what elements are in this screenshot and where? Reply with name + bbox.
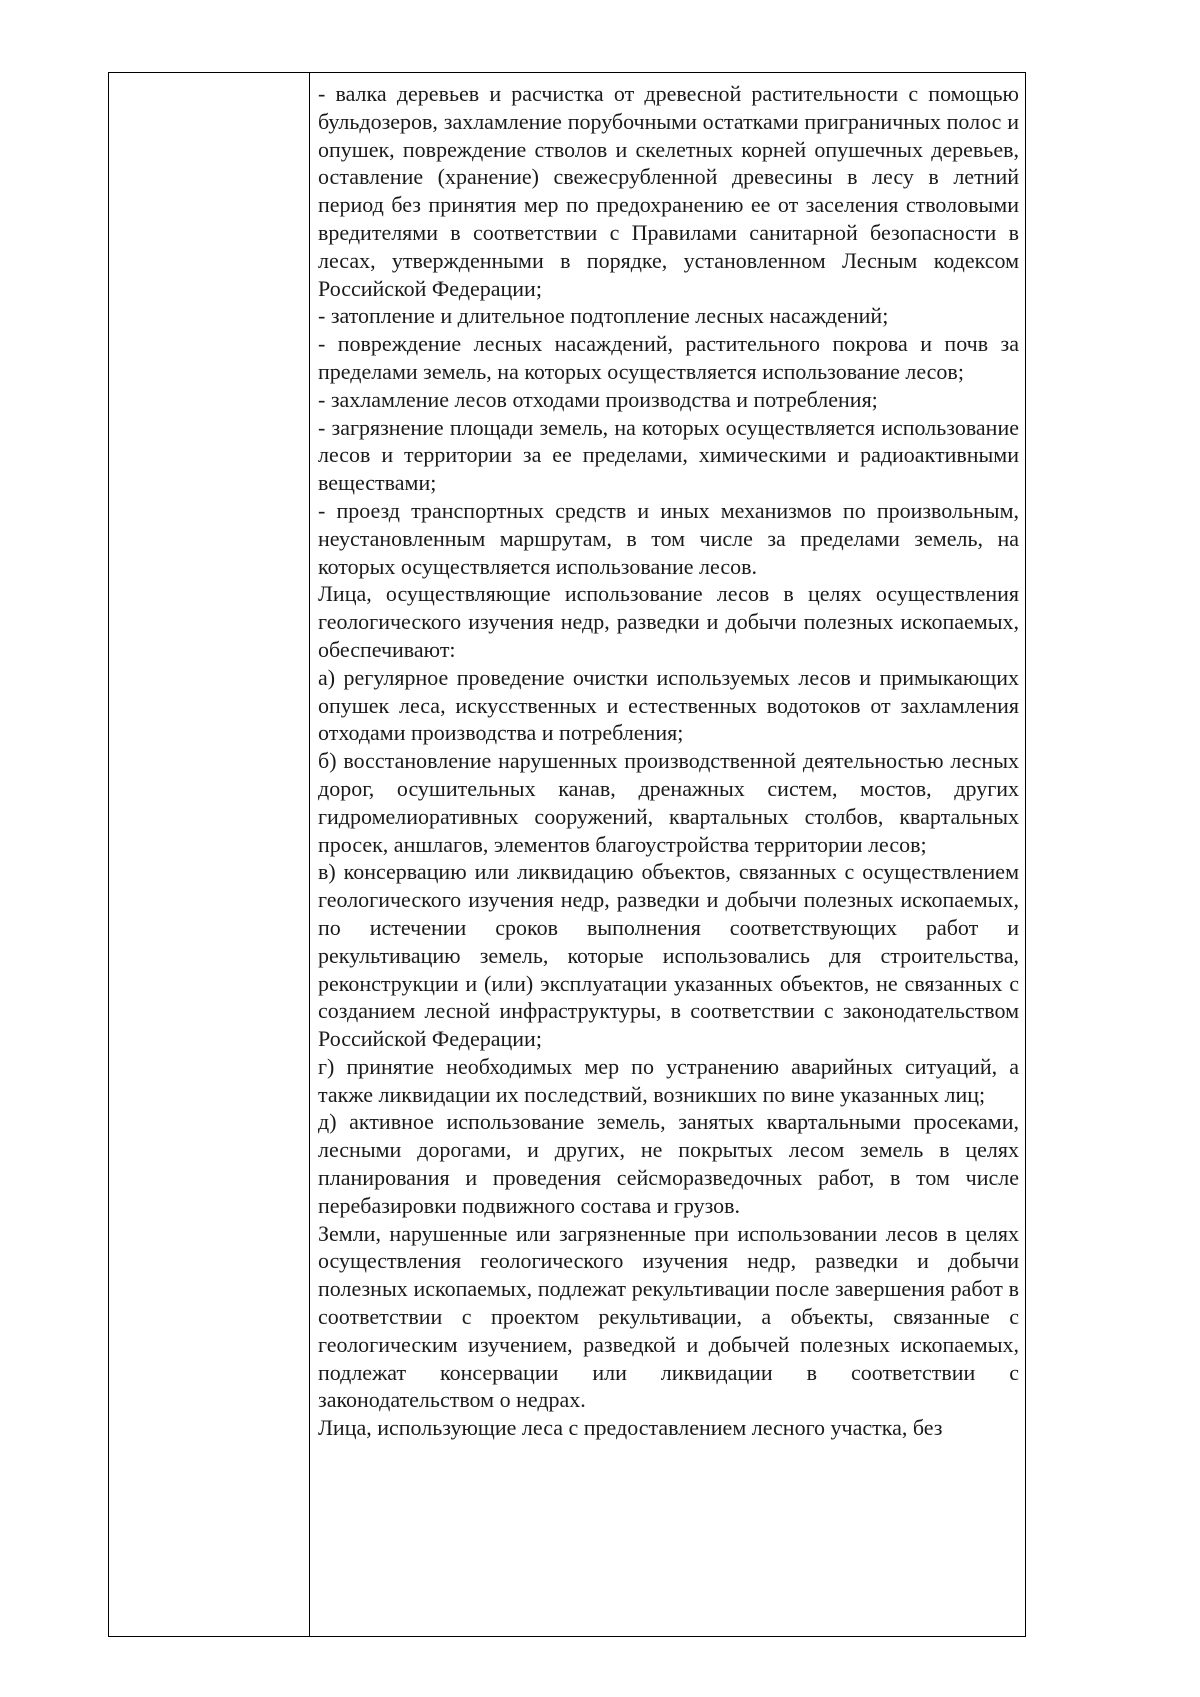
table-left-cell [109,73,310,1636]
paragraph: - проезд транспортных средств и иных механизмов по произвольным, неустановленным маршрутам, в том числе за пределами земель, на которых осуществляется использование лесов. [318,497,1019,579]
paragraph: г) принятие необходимых мер по устранению аварийных ситуаций, а также ликвидации их последствий, возникших по вине указанных лиц; [318,1053,1019,1107]
document-table [108,72,1026,1637]
paragraph: - загрязнение площади земель, на которых осуществляется использование лесов и территории за ее пределами, химическими и радиоактивными веществами; [318,414,1019,496]
paragraph: - повреждение лесных насаждений, растительного покрова и почв за пределами земель, на которых осуществляется использование лесов; [318,331,1019,384]
paragraph: - захламление лесов отходами производства и потребления; [318,386,878,412]
paragraph: в) консервацию или ликвидацию объектов, связанных с осуществлением геологического изучения недр, разведки и добычи полезных ископаемых, по истечении сроков выполнения соответствующих работ и рекультивацию земель, которые использовались для строительства, реконструкции и (или) эксплуатации указанных объектов, не связанных с созданием лесной инфраструктуры, в соответствии с законодательством Российской Федерации; [318,859,1019,1052]
paragraph: а) регулярное проведение очистки используемых лесов и примыкающих опушек леса, искусственных и естественных водотоков от захламления отходами производства и потребления; [318,664,1019,746]
paragraph: Лица, осуществляющие использование лесов в целях осуществления геологического изучения недр, разведки и добычи полезных ископаемых, обеспечивают: [318,581,1019,662]
paragraph: Лица, использующие леса с предоставлением лесного участка, без [318,1415,943,1441]
paragraph: - затопление и длительное подтопление лесных насаждений; [318,303,889,329]
paragraph: б) восстановление нарушенных производственной деятельностью лесных дорог, осушительных канав, дренажных систем, мостов, других гидромелиоративных сооружений, квартальных столбов, квартальных просек, аншлагов, элементов благоустройства территории лесов; [318,748,1019,857]
paragraph: - валка деревьев и расчистка от древесной растительности с помощью бульдозеров, захламление порубочными остатками приграничных полос и опушек, повреждение стволов и скелетных корней опушечных деревьев, оставление (хранение) свежесрубленной древесины в лесу в летний период без принятия мер по предохранению ее от заселения стволовыми вредителями в соответствии с Правилами санитарной безопасности в лесах, утвержденными в порядке, установленном Лесным кодексом Российской Федерации; [318,81,1019,301]
table-right-cell [310,73,1025,1636]
paragraph: д) активное использование земель, занятых квартальными просеками, лесными дорогами, и других, не покрытых лесом земель в целях планирования и проведения сейсморазведочных работ, в том числе перебазировки подвижного состава и грузов. [318,1109,1019,1218]
paragraph: Земли, нарушенные или загрязненные при использовании лесов в целях осуществления геологического изучения недр, разведки и добычи полезных ископаемых, подлежат рекультивации после завершения работ в соответствии с проектом рекультивации, а объекты, связанные с геологическим изучением, разведкой и добычей полезных ископаемых, подлежат консервации или ликвидации в соответствии с законодательством о недрах. [318,1220,1019,1413]
